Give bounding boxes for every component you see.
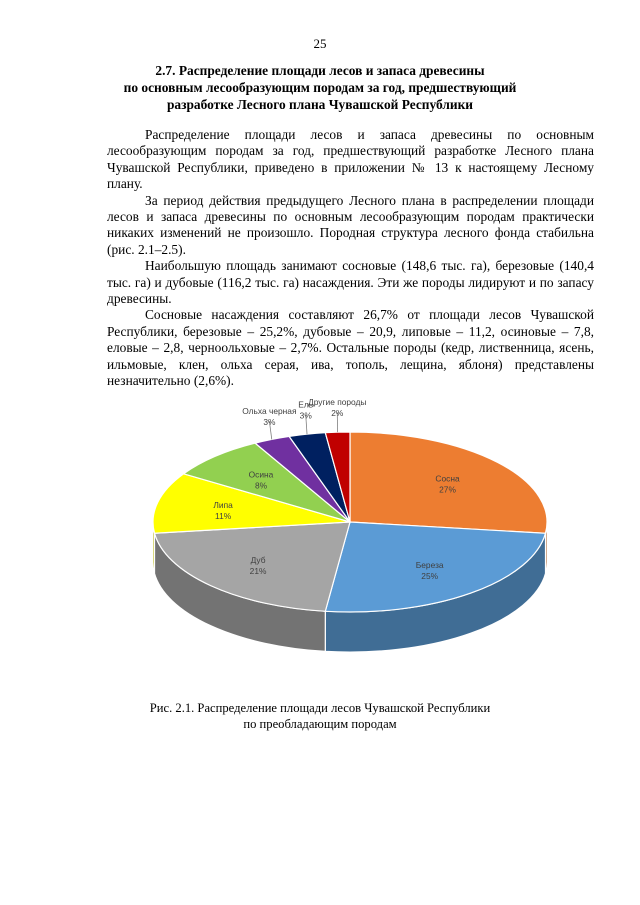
pie-slice-value-label: 11% [215,511,232,522]
pie-slice-value-label: 25% [421,570,439,581]
pie-slice-name-label: Ольха черная [242,406,297,417]
pie-slice-name-label: Другие породы [308,397,367,408]
figure-caption [100,700,540,732]
paragraph: Распределение площади лесов и запаса древесины по основным лесообразующим породам за год, предшествующий разработке Лесного плана Чувашской Республики, приведено в приложении № 13 к настоящему Лесному плану. [107,127,594,192]
caption-line: Рис. 2.1. Распределение площади лесов Чувашской Республики [149,701,491,715]
pie-chart [107,392,594,697]
paragraph: За период действия предыдущего Лесного плана в распределении площади лесов и запаса древесины по основным лесообразующим породам практически никаких изменений не произошло. Породная структура лесного фонда стабильна (рис. 2.1–2.5). [107,192,594,257]
pie-chart-svg [107,392,594,697]
pie-slice-name-label: Береза [415,559,444,570]
heading-line: 2.7. Распределение площади лесов и запаса древесины [155,63,485,78]
pie-slice-value-label: 21% [249,566,267,577]
paragraph: Наибольшую площадь занимают сосновые (148,6 тыс. га), березовые (140,4 тыс. га) и дубовые (116,2 тыс. га) насаждения. Эти же породы лидируют и по запасу древесины. [107,258,594,307]
pie-slice-name-label: Осина [248,469,274,480]
pie-slice-name-label: Ель [298,399,314,410]
pie-slice-value-label: 3% [299,410,312,421]
pie-slice-value-label: 8% [254,480,268,491]
pie-slice-value-label: 27% [439,484,456,495]
pie-slice-name-label: Дуб [250,555,266,566]
pie-slice-name-label: Сосна [435,473,460,484]
pie-top-group [153,432,547,612]
pie-slice-value-label: 3% [263,417,276,428]
caption-line: по преобладающим породам [243,717,397,731]
section-heading [100,62,540,113]
paragraph: Сосновые насаждения составляют 26,7% от площади лесов Чувашской Республики, березовые – 25,2%, дубовые – 20,9, липовые – 11,2, осиновые – 7,8, еловые – 2,8, черноольховые – 2,7%. Остальные породы (кедр, лиственница, ясень, ильмовые, клен, ольха серая, ива, тополь, лещина, яблоня) представлены незначительно (2,6%). [107,307,594,389]
heading-line: по основным лесообразующим породам за год, предшествующий [123,80,517,95]
pie-slice-value-label: 2% [331,408,344,419]
page-number: 25 [313,36,327,51]
body-text [107,127,594,390]
heading-line: разработке Лесного плана Чувашской Республики [166,97,474,112]
pie-slice-name-label: Липа [213,500,233,511]
